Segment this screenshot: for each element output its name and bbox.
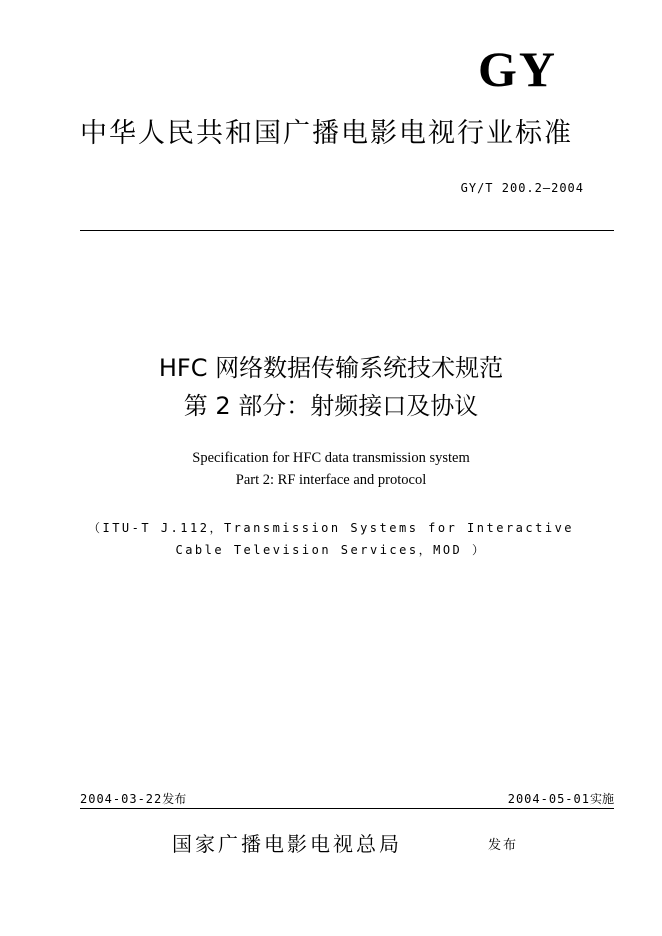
footer-divider xyxy=(80,808,614,809)
title-cn-line2: 第 2 部分：射频接口及协议 xyxy=(183,392,479,420)
issue-label: 发布 xyxy=(162,792,187,806)
equivalence-line2: Cable Television Services，MOD ） xyxy=(175,543,487,557)
effective-date xyxy=(508,790,614,807)
issuing-authority: 国家广播电影电视总局 xyxy=(172,832,402,856)
effective-date-value: 2004-05-01 xyxy=(507,792,590,806)
publish-label: 发布 xyxy=(488,838,519,853)
standard-category: 中华人民共和国广播电影电视行业标准 xyxy=(80,118,573,149)
effective-label: 实施 xyxy=(589,792,614,806)
issue-date xyxy=(80,790,186,807)
equivalence-line1: （ITU-T J.112，Transmission Systems for Interactive xyxy=(87,521,575,535)
title-en-line1: Specification for HFC data transmission system xyxy=(192,450,470,466)
title-en-line2: Part 2: RF interface and protocol xyxy=(235,472,427,488)
gy-logo: GY xyxy=(478,41,557,97)
standard-number: GY/T 200.2—2004 xyxy=(460,181,584,195)
title-cn-line1: HFC 网络数据传输系统技术规范 xyxy=(158,354,504,382)
issue-date-value: 2004-03-22 xyxy=(80,792,163,806)
header-divider xyxy=(80,230,614,231)
